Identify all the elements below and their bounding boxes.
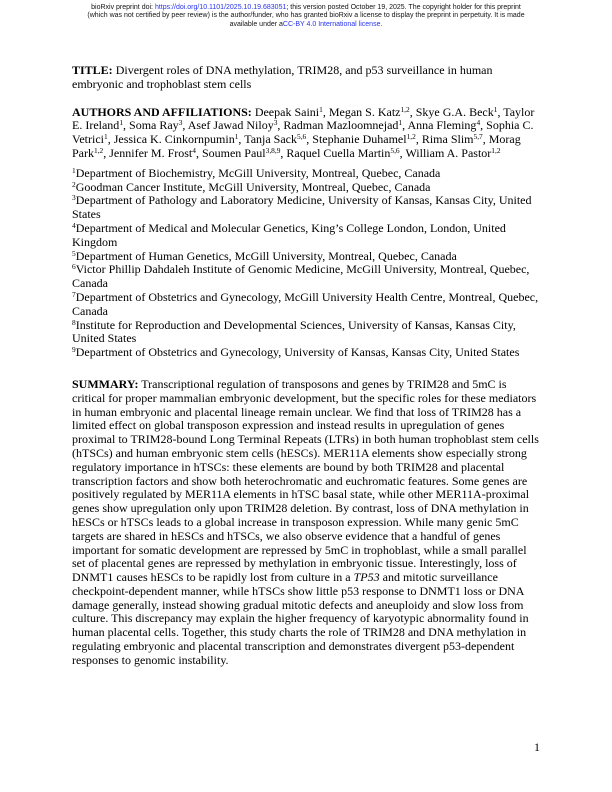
author-affiliation-superscript: 1 — [398, 118, 403, 128]
summary-text — [72, 377, 539, 667]
author-name: Taylor E. Ireland$^1$ — [72, 104, 535, 133]
affiliation-number: 2 — [72, 179, 76, 189]
author-name: Tanja Sack$^{5,6}$ — [244, 132, 307, 147]
authors-list: Deepak Saini$^1$, Megan S. Katz$^{1,2}$, Skye G.A. Beck$^1$, Taylor E. Ireland$^1$, Soma Ray$^3$, Asef Jawad Niloy$^3$, Radman Mazloomnejad$^1$, Anna Fleming$^4$, Sophia C. Vetrici$^1$, Jessica K. Cinkornpumin$^1$, Tanja Sack$^{5,6}$, Stephanie Duhamel$^{1,2}$, Rima Slim$^{5,7}$, Morag Park$^{1,2}$, Jennifer M. Frost$^4$, Soumen Paul$^{3,8,9}$, Raquel Cuella Martin$^{5,6}$, William A. Pastor$^{1,2}$ — [72, 104, 535, 160]
author-affiliation-superscript: 3 — [273, 118, 278, 128]
affiliations-list — [72, 167, 541, 360]
author-affiliation-superscript: 4 — [192, 145, 196, 155]
author-affiliation-superscript: 3 — [178, 118, 183, 128]
title-label: TITLE: — [72, 63, 113, 77]
affiliation-item: $^1$Department of Biochemistry, McGill University, Montreal, Quebec, Canada — [72, 165, 441, 180]
author-name: Stephanie Duhamel$^{1,2}$ — [312, 132, 416, 147]
affiliation-number: 8 — [72, 317, 76, 327]
author-name: Rima Slim$^{5,7}$ — [421, 132, 483, 147]
author-affiliation-superscript: 1,2 — [400, 104, 410, 114]
author-affiliation-superscript: 1 — [319, 104, 323, 114]
author-name: Raquel Cuella Martin$^{5,6}$ — [286, 145, 400, 160]
author-affiliation-superscript: 3,8,9 — [265, 145, 281, 155]
author-affiliation-superscript: 1 — [234, 132, 239, 142]
banner-line — [10, 21, 602, 29]
authors-paragraph — [72, 106, 541, 161]
affiliation-number: 9 — [72, 345, 76, 355]
title-paragraph — [72, 64, 541, 92]
affiliation-item: $^7$Department of Obstetrics and Gynecology, McGill University Health Centre, Montreal, Quebec, Canada — [72, 289, 539, 318]
author-name: Asef Jawad Niloy$^3$ — [187, 118, 278, 133]
author-name: Skye G.A. Beck$^1$ — [415, 104, 498, 119]
author-name: Deepak Saini$^1$ — [254, 104, 323, 119]
license-link[interactable]: CC-BY 4.0 International license. — [282, 20, 383, 28]
author-name: Radman Mazloomnejad$^1$ — [283, 118, 403, 133]
author-name: Jennifer M. Frost$^4$ — [109, 145, 196, 160]
affiliation-item: $^4$Department of Medical and Molecular Genetics, King’s College London, London, United Kingdom — [72, 220, 506, 249]
author-name: Anna Fleming$^4$ — [407, 118, 481, 133]
affiliation-number: 5 — [72, 248, 76, 258]
summary-paragraph — [72, 378, 541, 668]
banner-line — [10, 4, 602, 12]
author-name: William A. Pastor$^{1,2}$ — [405, 145, 501, 160]
author-name: Sophia C. Vetrici$^1$ — [72, 118, 534, 147]
summary-italic-gene: TP53 — [353, 570, 380, 585]
banner-text: available under a — [229, 20, 283, 28]
summary-segment: Transcriptional regulation of transposons and genes by TRIM28 and 5mC is critical for proper mammalian embryonic development, but the specific roles for these mediators in human embryonic and placental lineage remain unclear. We find that loss of TRIM28 has a limited effect on global transposon expression and instead results in upregulation of genes proximal to TRIM28-bound Long Terminal Repeats (LTRs) in both human trophoblast stem cells (hTSCs) and human embryonic stem cells (hESCs). MER11A elements show especially strong regulatory importance in hTSCs: these elements are bound by both TRIM28 and placental transcription factors and show both heterochromatic and euchromatic features. Some genes are positively regulated by MER11A elements in hTSC basal state, while other MER11A-proximal genes show upregulation only upon TRIM28 deletion. By contrast, loss of DNA methylation in hESCs or hTSCs leads to a global increase in transposon expression. While many genic 5mC targets are shared in hESCs and hTSCs, we also observe evidence that a handful of genes important for somatic development are repressed by 5mC in trophoblast, while a small parallel set of placental genes are repressed by methylation in embryonic tissue. Interestingly, loss of DNMT1 causes hESCs to be rapidly lost from culture in a — [72, 376, 539, 585]
author-affiliation-superscript: 1,2 — [94, 145, 104, 155]
doi-link[interactable]: https://doi.org/10.1101/2025.10.19.683051 — [154, 4, 287, 11]
author-name: Soumen Paul$^{3,8,9}$ — [201, 145, 281, 160]
author-affiliation-superscript: 1 — [493, 104, 498, 114]
affiliation-item: $^5$Department of Human Genetics, McGill University, Montreal, Quebec, Canada — [72, 248, 457, 263]
affiliation-number: 4 — [72, 220, 76, 230]
author-affiliation-superscript: 5,7 — [473, 132, 483, 142]
affiliation-item: $^8$Institute for Reproduction and Developmental Sciences, University of Kansas, Kansas City, United States — [72, 317, 516, 346]
author-affiliation-superscript: 1 — [119, 118, 124, 128]
author-name: Soma Ray$^3$ — [129, 118, 183, 133]
page-content — [72, 64, 541, 668]
author-affiliation-superscript: 1,2 — [491, 145, 501, 155]
author-name: Morag Park$^{1,2}$ — [72, 132, 521, 160]
page-number: 1 — [534, 740, 540, 754]
author-name: Megan S. Katz$^{1,2}$ — [328, 104, 410, 119]
banner-text: (which was not certified by peer review) is the author/funder, who has granted bioRxiv a license to display the preprint in perpetuity. It is made — [87, 12, 525, 20]
banner-line — [10, 12, 602, 20]
author-affiliation-superscript: 1,2 — [406, 132, 416, 142]
preprint-banner — [10, 4, 602, 29]
authors-label: AUTHORS AND AFFILIATIONS: — [72, 104, 252, 119]
author-name: Jessica K. Cinkornpumin$^1$ — [113, 132, 239, 147]
affiliation-number: 7 — [72, 289, 76, 299]
title-text: Divergent roles of DNA methylation, TRIM28, and p53 surveillance in human embryonic and trophoblast stem cells — [72, 63, 493, 91]
affiliation-number: 6 — [72, 262, 76, 272]
summary-segment: and mitotic surveillance checkpoint-dependent manner, while hTSCs show little p53 response to DNMT1 loss or DNA damage generally, instead showing gradual mitotic defects and aneuploidy and slow loss from culture. This discrepancy may explain the higher frequency of karyotypic abnormality found in human placental cells. Together, this study charts the role of TRIM28 and DNA methylation in regulating embryonic and placental transcription and demonstrates divergent p53-dependent responses to genomic instability. — [72, 570, 529, 667]
affiliation-number: 1 — [72, 165, 76, 175]
author-affiliation-superscript: 1 — [104, 132, 108, 142]
affiliation-item: $^6$Victor Phillip Dahdaleh Institute of Genomic Medicine, McGill University, Montreal, Quebec, Canada — [72, 262, 530, 291]
author-affiliation-superscript: 4 — [476, 118, 481, 128]
banner-text: bioRxiv preprint doi: — [91, 4, 155, 11]
author-affiliation-superscript: 5,6 — [390, 145, 400, 155]
affiliation-number: 3 — [72, 193, 76, 203]
affiliation-item: $^3$Department of Pathology and Laboratory Medicine, University of Kansas, Kansas City, United States — [72, 193, 532, 222]
affiliation-item: $^9$Department of Obstetrics and Gynecology, University of Kansas, Kansas City, United States — [72, 345, 520, 360]
author-affiliation-superscript: 5,6 — [297, 132, 307, 142]
summary-label: SUMMARY: — [72, 376, 139, 391]
banner-text: ; this version posted October 19, 2025. The copyright holder for this preprint — [286, 4, 521, 11]
affiliation-item: $^2$Goodman Cancer Institute, McGill University, Montreal, Quebec, Canada — [72, 179, 431, 194]
